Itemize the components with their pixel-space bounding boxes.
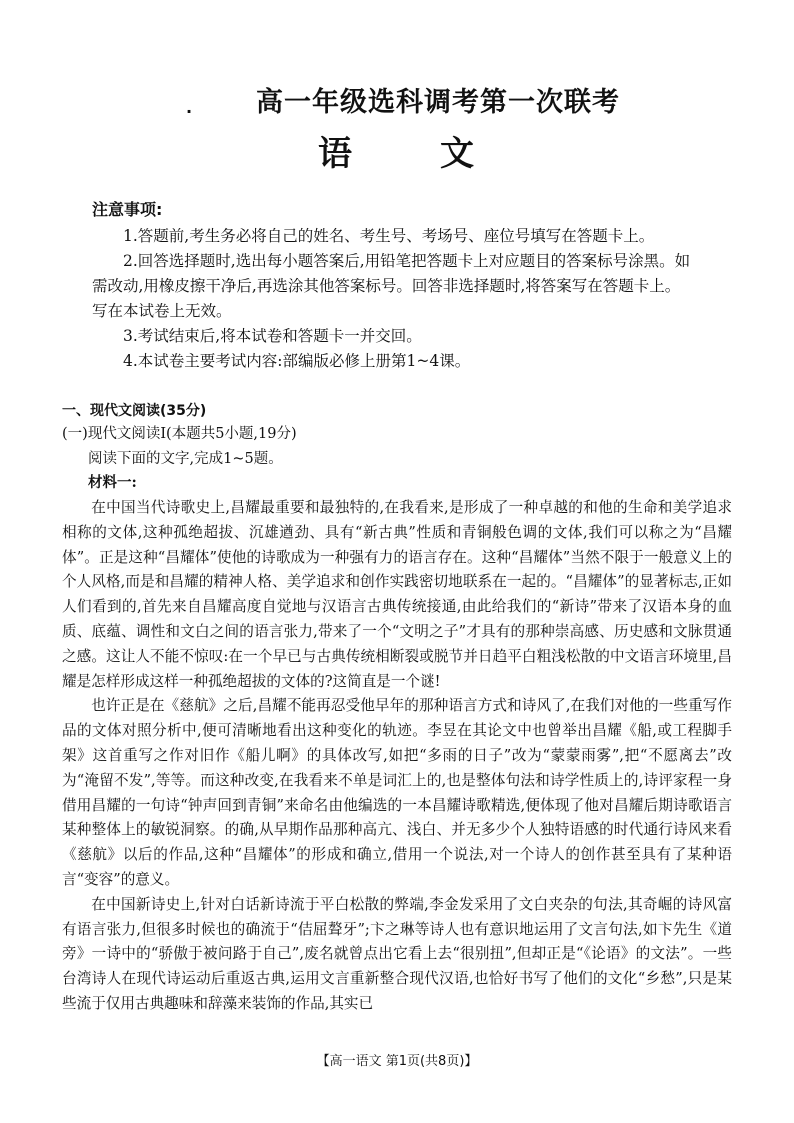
reading-instruction: 阅读下面的文字,完成1~5题。 [88, 451, 283, 467]
passage-paragraph: 也许正是在《慈航》之后,昌耀不能再忍受他早年的那种语言方式和诗风了,在我们对他的一些重写作品的文体对照分析中,便可清晰地看出这种变化的轨迹。李昱在其论文中也曾举出昌耀《船,或工程脚手架》这首重写之作对旧作《船儿啊》的具体改写,如把“多雨的日子”改为“蒙蒙雨雾”,把“不愿离去”改为“淹留不发”,等等。而这种改变,在我看来不单是词汇上的,也是整体句法和诗学性质上的,诗评家程一身借用昌耀的一句诗“钟声回到青铜”来命名由他编选的一本昌耀诗歌精选,便体现了他对昌耀后期诗歌语言某种整体上的敏锐洞察。的确,从早期作品那种高亢、浅白、并无多少个人独特语感的时代通行诗风来看《慈航》以后的作品,这种“昌耀体”的形成和确立,借用一个说法,对一个诗人的创作甚至具有了某种语言“变容”的意义。 [62, 697, 732, 888]
page-footer: 【高一语文 第1页(共8页)】 [316, 1054, 478, 1069]
notice-item: 3.考试结束后,将本试卷和答题卡一并交回。 [123, 327, 422, 345]
notice-list [92, 224, 692, 374]
notice-item: 2.回答选择题时,选出每小题答案后,用铅笔把答题卡上对应题目的答案标号涂黑。如需改动,用橡皮擦干净后,再选涂其他答案标号。回答非选择题时,将答案写在答题卡上。写在本试卷上无效。 [92, 252, 691, 320]
subject-title: 语文 [318, 134, 562, 174]
notice-item: 4.本试卷主要考试内容:部编版必修上册第1~4课。 [123, 352, 471, 370]
part-heading: 一、现代文阅读(35分) [62, 403, 207, 419]
header-mark: . [186, 98, 195, 117]
passage-paragraph: 在中国当代诗歌史上,昌耀最重要和最独特的,在我看来,是形成了一种卓越的和他的生命和美学追求相称的文体,这种孤绝超拔、沉雄遒劲、具有“新古典”性质和青铜般色调的文体,我们可以称之为“昌耀体”。正是这种“昌耀体”使他的诗歌成为一种强有力的语言存在。这种“昌耀体”当然不限于一般意义上的个人风格,而是和昌耀的精神人格、美学追求和创作实践密切地联系在一起的。“昌耀体”的显著标志,正如人们看到的,首先来自昌耀高度自觉地与汉语言古典传统接通,由此给我们的“新诗”带来了汉语本身的血质、底蕴、调性和文白之间的语言张力,带来了一个“文明之子”才具有的那种崇高感、历史感和文脉贯通之感。这让人不能不惊叹:在一个早已与古典传统相断裂或脱节并日趋平白粗浅松散的中文语言环境里,昌耀是怎样形成这样一种孤绝超拔的文体的?这简直是一个谜! [62, 499, 732, 690]
notice-item: 1.答题前,考生务必将自己的姓名、考生号、考场号、座位号填写在答题卡上。 [123, 227, 655, 245]
passage-body [62, 496, 732, 1017]
subsection-heading: (一)现代文阅读Ⅰ(本题共5小题,19分) [62, 426, 297, 442]
passage-paragraph: 在中国新诗史上,针对白话新诗流于平白松散的弊端,李金发采用了文白夹杂的句法,其奇崛的诗风富有语言张力,但很多时候也的确流于“佶屈聱牙”;卞之琳等诗人也有意识地运用了文言句法,如卞先生《道旁》一诗中的“骄傲于被问路于自己”,废名就曾点出它看上去“很别扭”,但却正是“《论语》的文法”。一些台湾诗人在现代诗运动后重返古典,运用文言重新整合现代汉语,也恰好书写了他们的文化“乡愁”,只是某些流于仅用古典趣味和辞藻来装饰的作品,其实已 [62, 895, 732, 1012]
notice-heading: 注意事项: [92, 200, 163, 219]
exam-title: 高一年级选科调考第一次联考 [256, 87, 620, 118]
material-label: 材料一: [88, 474, 137, 491]
